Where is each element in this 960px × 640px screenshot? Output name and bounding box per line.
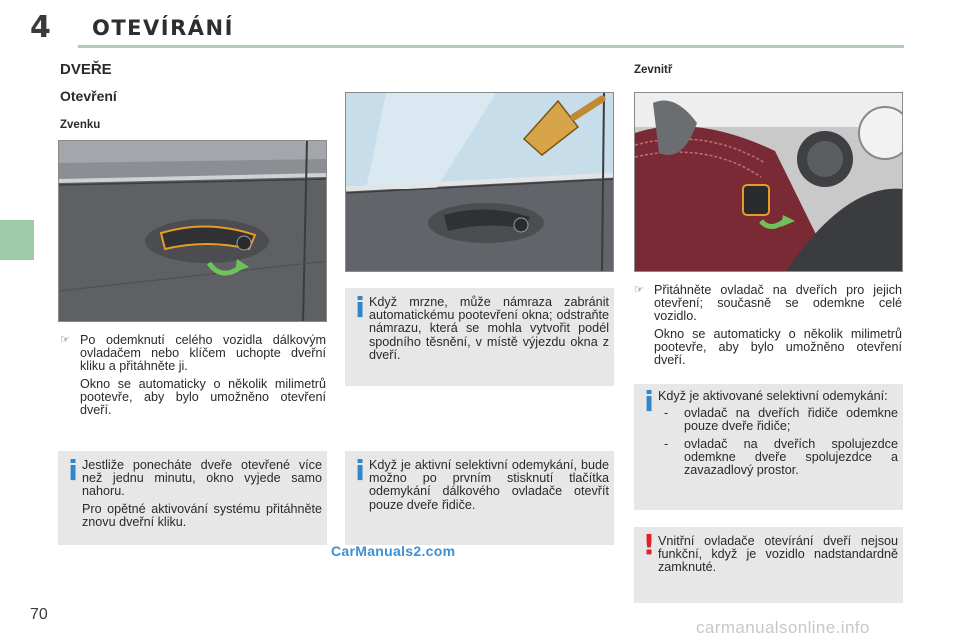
info-icon: i xyxy=(355,291,365,324)
list-item: - ovladač na dveřích spolujezdce odemkne dveře spolujezdce a zavazadlový prostor. xyxy=(664,436,898,478)
selective-unlocking-info-box xyxy=(634,384,903,510)
selective-unlocking-intro: Když je aktivované selektivní odemykání: xyxy=(658,389,888,403)
inside-instructions xyxy=(634,284,902,371)
section-title: DVEŘE xyxy=(60,61,112,78)
pointing-hand-icon: ☞ xyxy=(634,284,644,296)
info-icon: i xyxy=(68,454,78,487)
header-divider xyxy=(78,45,904,48)
page-number: 70 xyxy=(30,606,48,623)
inside-label: Zevnitř xyxy=(634,64,673,76)
chapter-title: OTEVÍRÁNÍ xyxy=(92,16,234,40)
frost-info-box xyxy=(345,288,614,386)
window-timeout-paragraph-2: Pro opětné aktivování systému přitáhněte znovu dveřní kliku. xyxy=(82,501,322,529)
interior-door-handle-illustration xyxy=(634,92,903,272)
window-timeout-paragraph-1: Jestliže ponecháte dveře otevřené více než jednu minutu, okno vyjede samo nahoru. xyxy=(82,458,322,499)
window-timeout-text xyxy=(82,459,322,533)
warning-icon: ! xyxy=(642,528,656,561)
section-subtitle: Otevření xyxy=(60,88,117,104)
window-timeout-info-box xyxy=(58,451,327,545)
chapter-number: 4 xyxy=(30,10,51,45)
watermark-carmanualsonline: carmanualsonline.info xyxy=(696,618,870,637)
list-item: - ovladač na dveřích řidiče odemkne pouze dveře řidiče; xyxy=(664,406,898,434)
outside-bullet-text: Po odemknutí celého vozidla dálkovým ovladačem nebo klíčem uchopte dveřní kliku a přitáhněte ji. xyxy=(80,333,326,374)
window-frost-illustration xyxy=(345,92,614,272)
inside-paragraph: Okno se automaticky o několik milimetrů pootevře, aby bylo umožněno otevření dveří. xyxy=(654,326,902,368)
outside-instructions xyxy=(60,334,326,421)
watermark-carmanuals2: CarManuals2.com xyxy=(331,543,456,559)
frost-info-text: Když mrzne, může námraza zabránit automatickému pootevření okna; odstraňte námrazu, která se mohla vytvořit podél spodního těsnění, v místě výjezdu okna z dveří. xyxy=(369,295,609,362)
inside-bullet-text: Přitáhněte ovladač na dveřích pro jejich otevření; současně se odemkne celé vozidlo. xyxy=(654,283,902,324)
list-item-text: ovladač na dveřích spolujezdce odemkne dveře spolujezdce a zavazadlový prostor. xyxy=(684,436,898,478)
chapter-side-tab xyxy=(0,220,34,260)
pointing-hand-icon: ☞ xyxy=(60,334,70,346)
selective-remote-info-box xyxy=(345,451,614,545)
selective-unlocking-text xyxy=(658,390,898,477)
deadlock-warning-box xyxy=(634,527,903,603)
list-item-text: ovladač na dveřích řidiče odemkne pouze dveře řidiče; xyxy=(684,406,898,434)
selective-remote-text: Když je aktivní selektivní odemykání, bude možno po prvním stisknutí tlačítka odemykání dálkového ovladače otevřít pouze dveře řidiče. xyxy=(369,458,609,512)
info-icon: i xyxy=(355,454,365,487)
exterior-door-handle-illustration xyxy=(58,140,327,322)
outside-label: Zvenku xyxy=(60,119,101,131)
deadlock-warning-text: Vnitřní ovladače otevírání dveří nejsou funkční, když je vozidlo nadstandardně zamknuté. xyxy=(658,534,898,575)
info-icon: i xyxy=(644,385,654,418)
outside-paragraph: Okno se automaticky o několik milimetrů pootevře, aby bylo umožněno otevření dveří. xyxy=(80,376,326,418)
